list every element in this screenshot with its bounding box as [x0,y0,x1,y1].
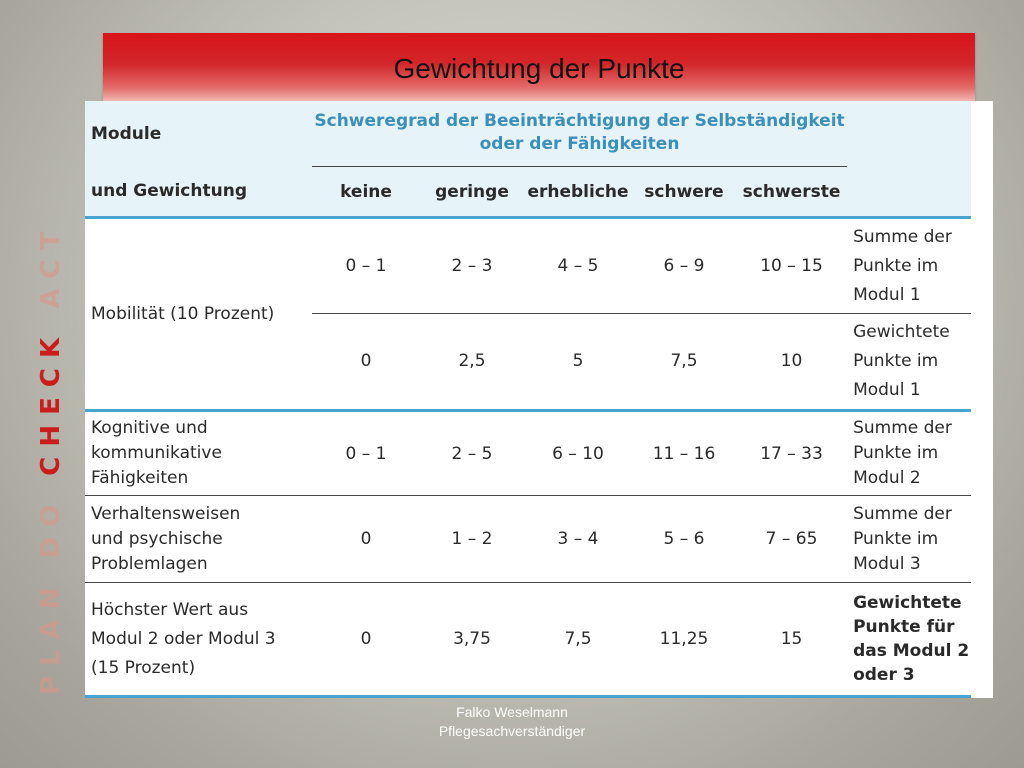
note-line: das Modul 2 [853,641,970,662]
note-line: Punkte im [853,350,939,371]
module-line: Problemlagen [91,553,208,574]
footer-author: Falko Weselmann [456,704,568,720]
row-value: 2,5 [458,351,486,372]
module-line: (15 Prozent) [91,657,196,678]
row-value: 7,5 [564,629,592,650]
row-value: 7,5 [670,351,698,372]
row-value: 0 [360,529,372,550]
row-value: 3,75 [453,629,491,650]
row-value: 2 – 5 [451,443,493,464]
table-row [85,583,971,697]
header-empty [847,101,971,166]
note-line: Punkte im [853,443,939,464]
header-severity-line1: Schweregrad der Beeinträchtigung der Selbständigkeit [314,111,845,132]
header-severity-line2: oder der Fähigkeiten [479,134,680,155]
row-module [85,410,312,496]
weighting-table [85,101,971,698]
row-module: Mobilität (10 Prozent) [85,218,312,410]
slide-title: Gewichtung der Punkte [393,53,685,84]
module-line: Höchster Wert aus [91,599,249,620]
note-line: Punkte für [853,617,955,638]
row-value: 0 – 1 [312,218,420,314]
header-severity [312,101,847,166]
side-label-plan-do: PLAN DO [36,494,66,695]
note-line: Gewichtete [853,593,962,614]
row-note [847,218,971,314]
row-value: 0 – 1 [345,443,387,464]
level-schwerste: schwerste [736,166,847,217]
row-note [847,410,971,496]
note-line: Modul 2 [853,468,921,489]
footer-role: Pflegesachverständiger [438,723,586,739]
level-erhebliche: erhebliche [524,166,632,217]
note-line: oder 3 [853,665,915,686]
row-value: 7 – 65 [765,529,818,550]
module-line: Fähigkeiten [91,468,189,489]
note-line: Punkte im [853,528,939,549]
module-line: kommunikative [91,443,222,464]
row-value: 0 [360,629,372,650]
note-line: Summe der [853,418,952,439]
module-line: und psychische [91,528,223,549]
module-line: Modul 2 oder Modul 3 [91,628,276,649]
note-line: Gewichtete [853,321,950,342]
table-sheet [85,101,993,698]
row-value: 15 [780,629,803,650]
table-row [85,218,971,314]
note-line: Summe der [853,226,952,247]
footer [412,703,612,741]
row-value: 11 – 16 [652,443,716,464]
header-row-2 [85,166,971,217]
header-empty [847,166,971,217]
table-row [85,496,971,583]
header-module: Module [85,101,312,166]
row-note [847,314,971,411]
side-label-check: CHECK [36,327,66,476]
row-value: 5 [572,351,584,372]
table-row [85,410,971,496]
row-value: 6 – 10 [552,443,604,464]
note-line: Modul 1 [853,379,921,400]
row-module [85,583,312,697]
header-weighting: und Gewichtung [85,166,312,217]
title-bar [103,33,975,101]
row-value: 11,25 [659,629,709,650]
note-line: Modul 1 [853,284,921,305]
row-value: 5 – 6 [663,529,705,550]
row-value: 17 – 33 [760,443,823,464]
row-value: 4 – 5 [524,218,632,314]
row-module [85,496,312,583]
row-value: 6 – 9 [632,218,736,314]
side-label-act: ACT [36,221,66,309]
note-line: Modul 3 [853,553,921,574]
note-line: Punkte im [853,255,939,276]
module-line: Verhaltensweisen [91,503,241,524]
pdca-side-label [36,215,66,695]
level-schwere: schwere [632,166,736,217]
level-keine: keine [312,166,420,217]
row-value: 1 – 2 [451,529,493,550]
row-value: 2 – 3 [420,218,524,314]
row-value: 10 – 15 [736,218,847,314]
row-note [847,496,971,583]
module-line: Kognitive und [91,418,208,439]
row-value: 0 [360,351,372,372]
note-line: Summe der [853,503,952,524]
row-value: 10 [780,351,803,372]
row-value: 3 – 4 [557,529,599,550]
header-row-1 [85,101,971,166]
row-note [847,583,971,697]
level-geringe: geringe [420,166,524,217]
